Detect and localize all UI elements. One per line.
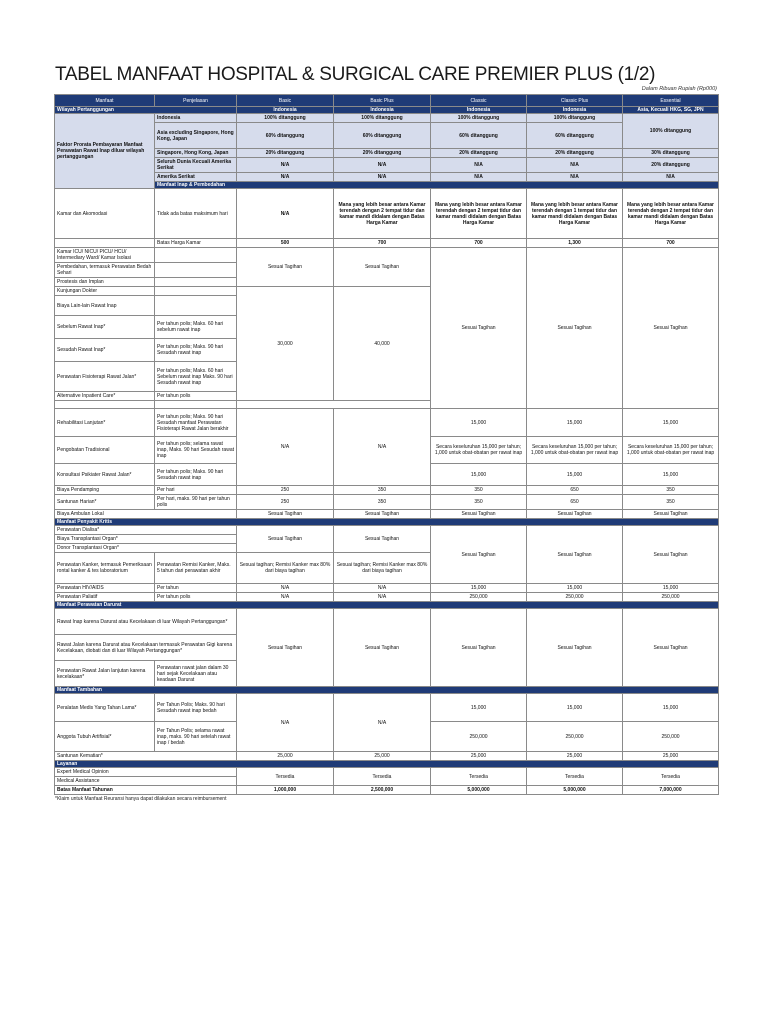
cell: Asia, Kecuali HKG, SG, JPN <box>623 107 719 114</box>
header-classic: Classic <box>431 95 527 107</box>
table-row <box>55 123 719 149</box>
cell: 15,000 <box>623 409 719 437</box>
cell: N/A <box>334 409 431 486</box>
cell: 100% ditanggung <box>623 114 719 149</box>
cell: Per tahun polis; Maks. 60 hari sebelum rawat inap <box>155 316 237 339</box>
cell: 20% ditanggung <box>527 149 623 158</box>
cell: Perawatan Rawat Jalan lanjutan karena kecelakaan* <box>55 661 155 687</box>
cell: Biaya Pendamping <box>55 486 155 495</box>
cell: 60% ditanggung <box>334 123 431 149</box>
cell: Tidak ada batas maksimum hari <box>155 189 237 239</box>
cell: Sesuai Tagihan <box>237 248 334 287</box>
cell: 250 <box>237 495 334 510</box>
cell: Rehabilitasi Lanjutan* <box>55 409 155 437</box>
cell: Anggota Tubuh Artifisial* <box>55 722 155 752</box>
cell <box>155 296 237 316</box>
cell: 15,000 <box>431 584 527 593</box>
table-row <box>55 239 719 248</box>
cell: Sesuai Tagihan <box>237 526 334 553</box>
cell: Indonesia <box>334 107 431 114</box>
cell: 250,000 <box>431 593 527 602</box>
cell: Tersedia <box>623 768 719 786</box>
cell: N/A <box>237 158 334 173</box>
cell: 15,000 <box>431 409 527 437</box>
cell: Sesuai Tagihan <box>623 510 719 519</box>
header-basic: Basic <box>237 95 334 107</box>
cell: N/A <box>334 173 431 182</box>
cell: Perawatan HIV/AIDS <box>55 584 155 593</box>
table-row <box>55 786 719 795</box>
cell: Sesuai Tagihan <box>431 510 527 519</box>
cell: Asia excluding Singapore, Hong Kong, Japan <box>155 123 237 149</box>
table-row <box>55 158 719 173</box>
cell: Sesuai tagihan; Remisi Kanker max 80% dari biaya tagihan <box>237 553 334 584</box>
cell: 25,000 <box>527 752 623 761</box>
section-rawat-inap <box>55 182 719 189</box>
table-row <box>55 609 719 635</box>
cell: Seluruh Dunia Kecuali Amerika Serikat <box>155 158 237 173</box>
section-kritis <box>55 519 719 526</box>
cell: Per tahun polis; selama rawat inap, Maks. 90 hari Sesudah rawat inap <box>155 437 237 464</box>
cell: N/A <box>237 173 334 182</box>
wilayah-label: Wilayah Pertanggungan <box>55 107 237 114</box>
cell: Singapore, Hong Kong, Japan <box>155 149 237 158</box>
cell: Sesuai Tagihan <box>527 609 623 687</box>
cell: N/A <box>237 694 334 752</box>
cell: 1,000,000 <box>237 786 334 795</box>
cell: Sesuai Tagihan <box>527 526 623 584</box>
cell: 60% ditanggung <box>527 123 623 149</box>
cell: 25,000 <box>237 752 334 761</box>
cell: N/A <box>527 173 623 182</box>
table-row <box>55 526 719 535</box>
table-row <box>55 593 719 602</box>
cell: 700 <box>623 239 719 248</box>
cell: 700 <box>334 239 431 248</box>
cell: 5,000,000 <box>527 786 623 795</box>
cell: 25,000 <box>623 752 719 761</box>
header-row <box>55 95 719 107</box>
cell: Sesuai tagihan; Remisi Kanker max 80% dari biaya tagihan <box>334 553 431 584</box>
cell: Biaya Ambulan Lokal <box>55 510 237 519</box>
cell: 250 <box>237 486 334 495</box>
cell: Sesuai Tagihan <box>623 609 719 687</box>
cell: Sesuai Tagihan <box>431 248 527 409</box>
cell: 650 <box>527 486 623 495</box>
cell: Mana yang lebih besar antara Kamar terendah dengan 2 tempat tidur dan kamar mandi didalam dengan Batas Harga Kamar <box>623 189 719 239</box>
cell: N/A <box>237 593 334 602</box>
cell: Perawatan Remisi Kanker, Maks. 5 tahun dari perawatan akhir <box>155 553 237 584</box>
cell: Pengobatan Tradisional <box>55 437 155 464</box>
cell: 350 <box>431 486 527 495</box>
section-tambahan <box>55 687 719 694</box>
cell: 15,000 <box>623 464 719 486</box>
cell: 350 <box>431 495 527 510</box>
cell: N/A <box>431 158 527 173</box>
cell: 250,000 <box>623 722 719 752</box>
header-classic-plus: Classic Plus <box>527 95 623 107</box>
cell: Tersedia <box>527 768 623 786</box>
table-row <box>55 114 719 123</box>
footnote: *Klaim untuk Manfaat Reuransi hanya dapat dilakukan secara reimbursement <box>55 796 227 802</box>
cell: 7,000,000 <box>623 786 719 795</box>
wilayah-row <box>55 107 719 114</box>
page-title: TABEL MANFAAT HOSPITAL & SURGICAL CARE PREMIER PLUS (1/2) <box>55 64 656 85</box>
cell: 20% ditanggung <box>237 149 334 158</box>
cell: 15,000 <box>527 409 623 437</box>
section-layanan <box>55 761 719 768</box>
cell: Per tahun polis; Maks. 90 hari Sesudah manfaat Perawatan Fisioterapi Rawat Jalan berakhir <box>155 409 237 437</box>
table-row <box>55 149 719 158</box>
cell: Biaya Transplantasi Organ* <box>55 535 237 544</box>
cell: Kamar dan Akomodasi <box>55 189 155 239</box>
cell: Indonesia <box>237 107 334 114</box>
cell: 15,000 <box>623 584 719 593</box>
faktor-label: Faktor Prorata Pembayaran Manfaat Perawatan Rawat Inap diluar wilayah pertanggungan <box>55 114 155 189</box>
cell: Santunan Harian* <box>55 495 155 510</box>
cell: 15,000 <box>431 464 527 486</box>
cell <box>155 401 237 409</box>
cell: Per tahun polis <box>155 392 237 401</box>
cell: N/A <box>334 694 431 752</box>
cell: Konsultasi Psikiater Rawat Jalan* <box>55 464 155 486</box>
cell: 650 <box>527 495 623 510</box>
cell: Sesuai Tagihan <box>334 510 431 519</box>
table-row <box>55 173 719 182</box>
cell: 350 <box>623 495 719 510</box>
cell: Mana yang lebih besar antara Kamar terendah dengan 1 tempat tidur dan kamar mandi didalam dengan Batas Harga Kamar <box>527 189 623 239</box>
cell: Kamar ICU/ NICU/ PICU/ HCU/ Intermediary Ward/ Kamar Isolasi <box>55 248 155 263</box>
cell: Sesuai Tagihan <box>431 609 527 687</box>
cell <box>55 401 155 409</box>
cell: Indonesia <box>527 107 623 114</box>
cell: Perawatan rawat jalan dalam 30 hari sejak Kecelakaan atau keadaan Darurat <box>155 661 237 687</box>
table-row <box>55 486 719 495</box>
cell <box>155 278 237 287</box>
cell <box>55 239 155 248</box>
cell: 25,000 <box>431 752 527 761</box>
cell <box>155 263 237 278</box>
cell: Sesuai Tagihan <box>334 526 431 553</box>
cell: 100% ditanggung <box>334 114 431 123</box>
cell: Tersedia <box>237 768 334 786</box>
cell: Expert Medical Opinion <box>55 768 237 777</box>
cell: Secara keseluruhan 15,000 per tahun; 1,000 untuk obat-obatan per rawat inap <box>431 437 527 464</box>
cell: Santunan Kematian* <box>55 752 237 761</box>
cell <box>155 287 237 296</box>
header-manfaat: Manfaat <box>55 95 155 107</box>
cell: Peralatan Medis Yang Tahan Lama* <box>55 694 155 722</box>
table-row <box>55 189 719 239</box>
cell: Indonesia <box>431 107 527 114</box>
section-darurat <box>55 602 719 609</box>
cell <box>155 248 237 263</box>
cell: Per hari, maks. 90 hari per tahun polis <box>155 495 237 510</box>
cell: N/A <box>623 173 719 182</box>
cell: 100% ditanggung <box>527 114 623 123</box>
cell: N/A <box>334 593 431 602</box>
cell: Perawatan Kanker, termasuk Pemeriksaan rontal kanker & tes laboratorium <box>55 553 155 584</box>
cell: 250,000 <box>623 593 719 602</box>
cell: Batas Manfaat Tahunan <box>55 786 237 795</box>
cell: 2,500,000 <box>334 786 431 795</box>
cell: 20% ditanggung <box>431 149 527 158</box>
cell: 15,000 <box>527 464 623 486</box>
cell: 60% ditanggung <box>237 123 334 149</box>
cell: N/A <box>237 584 334 593</box>
cell: Per tahun polis <box>155 593 237 602</box>
cell: 250,000 <box>527 593 623 602</box>
header-basic-plus: Basic Plus <box>334 95 431 107</box>
cell: Sesuai Tagihan <box>334 248 431 287</box>
cell: Kunjungan Dokter <box>55 287 155 296</box>
section-title: Manfaat Perawatan Darurat <box>55 602 719 609</box>
cell: Perawatan Dialisa* <box>55 526 237 535</box>
cell: Sesuai Tagihan <box>237 510 334 519</box>
section-title: Manfaat Penyakit Kritis <box>55 519 719 526</box>
cell: Rawat Jalan karena Darurat atau Kecelakaan termasuk Perawatan Gigi karena Kecelakaan, diobati dan di luar Wilayah Pertanggungan* <box>55 635 237 661</box>
cell: 30,000 <box>237 287 334 401</box>
cell: N/A <box>237 409 334 486</box>
cell: 100% ditanggung <box>237 114 334 123</box>
header-essential: Essential <box>623 95 719 107</box>
cell: 15,000 <box>431 694 527 722</box>
cell: Sesuai Tagihan <box>527 510 623 519</box>
cell: N/A <box>527 158 623 173</box>
cell: Alternative Inpatient Care* <box>55 392 155 401</box>
cell: Sesudah Rawat Inap* <box>55 339 155 362</box>
table-row <box>55 694 719 722</box>
cell: Per tahun polis; Maks. 90 hari Sesudah rawat inap <box>155 339 237 362</box>
cell: N/A <box>237 189 334 239</box>
cell: Per tahun polis; Maks. 90 hari Sesudah rawat inap <box>155 464 237 486</box>
table-row <box>55 584 719 593</box>
cell: Per hari <box>155 486 237 495</box>
cell: 100% ditanggung <box>431 114 527 123</box>
cell: 20% ditanggung <box>623 158 719 173</box>
cell: Prostesis dan Implan <box>55 278 155 287</box>
cell: Medical Assistance <box>55 777 237 786</box>
cell: 250,000 <box>431 722 527 752</box>
cell: Sesuai Tagihan <box>623 248 719 409</box>
cell: Per tahun polis; Maks. 60 hari Sebelum rawat inap Maks. 90 hari Sesudah rawat inap <box>155 362 237 392</box>
cell: Sesuai Tagihan <box>431 526 527 584</box>
cell: 350 <box>334 495 431 510</box>
cell: Sesuai Tagihan <box>623 526 719 584</box>
header-penjelasan: Penjelasan <box>155 95 237 107</box>
cell: Sesuai Tagihan <box>237 609 334 687</box>
table-row <box>55 752 719 761</box>
cell: Secara keseluruhan 15,000 per tahun; 1,000 untuk obat-obatan per rawat inap <box>623 437 719 464</box>
cell: Rawat Inap karena Darurat atau Kecelakaan di luar Wilayah Pertanggungan* <box>55 609 237 635</box>
cell: Sesuai Tagihan <box>527 248 623 409</box>
cell: 25,000 <box>334 752 431 761</box>
table-row <box>55 248 719 263</box>
cell: Sebelum Rawat Inap* <box>55 316 155 339</box>
cell: 20% ditanggung <box>334 149 431 158</box>
cell: 40,000 <box>334 287 431 401</box>
cell: Donor Transplantasi Organ* <box>55 544 237 553</box>
cell: Tersedia <box>334 768 431 786</box>
cell: Per Tahun Polis; Maks. 90 hari Sesudah rawat inap bedah <box>155 694 237 722</box>
section-title: Manfaat Tambahan <box>55 687 719 694</box>
table-row <box>55 495 719 510</box>
benefit-table <box>54 94 719 795</box>
cell: N/A <box>334 584 431 593</box>
cell: 500 <box>237 239 334 248</box>
cell: 5,000,000 <box>431 786 527 795</box>
cell: 700 <box>431 239 527 248</box>
cell: Indonesia <box>155 114 237 123</box>
section-title: Manfaat Inap & Pembedahan <box>155 182 719 189</box>
table-row <box>55 409 719 437</box>
section-title: Layanan <box>55 761 719 768</box>
cell: 350 <box>623 486 719 495</box>
table-row <box>55 510 719 519</box>
cell: Batas Harga Kamar <box>155 239 237 248</box>
cell: 350 <box>334 486 431 495</box>
cell: 60% ditanggung <box>431 123 527 149</box>
cell: Amerika Serikat <box>155 173 237 182</box>
cell: Perawatan Fisioterapi Rawat Jalan* <box>55 362 155 392</box>
cell: Pembedahan, termasuk Perawatan Bedah Sehari <box>55 263 155 278</box>
cell: N/A <box>334 158 431 173</box>
cell: Per Tahun Polis; selama rawat inap, maks. 90 hari setelah rawat inap / bedah <box>155 722 237 752</box>
cell: 15,000 <box>527 584 623 593</box>
cell: 15,000 <box>623 694 719 722</box>
cell: 1,300 <box>527 239 623 248</box>
cell: Sesuai Tagihan <box>334 609 431 687</box>
cell: Secara keseluruhan 15,000 per tahun; 1,000 untuk obat-obatan per rawat inap <box>527 437 623 464</box>
cell: 15,000 <box>527 694 623 722</box>
cell: Mana yang lebih besar antara Kamar terendah dengan 2 tempat tidur dan kamar mandi didalam dengan Batas Harga Kamar <box>431 189 527 239</box>
cell: 30% ditanggung <box>623 149 719 158</box>
cell: Biaya Lain-lain Rawat Inap <box>55 296 155 316</box>
cell: Mana yang lebih besar antara Kamar terendah dengan 2 tempat tidur dan kamar mandi didalam dengan Batas Harga Kamar <box>334 189 431 239</box>
cell: Tersedia <box>431 768 527 786</box>
unit-note: Dalam Ribuan Rupiah (Rp000) <box>641 86 717 92</box>
cell: Perawatan Paliatif <box>55 593 155 602</box>
cell: N/A <box>431 173 527 182</box>
cell: 250,000 <box>527 722 623 752</box>
table-row <box>55 768 719 777</box>
cell: Per tahun <box>155 584 237 593</box>
